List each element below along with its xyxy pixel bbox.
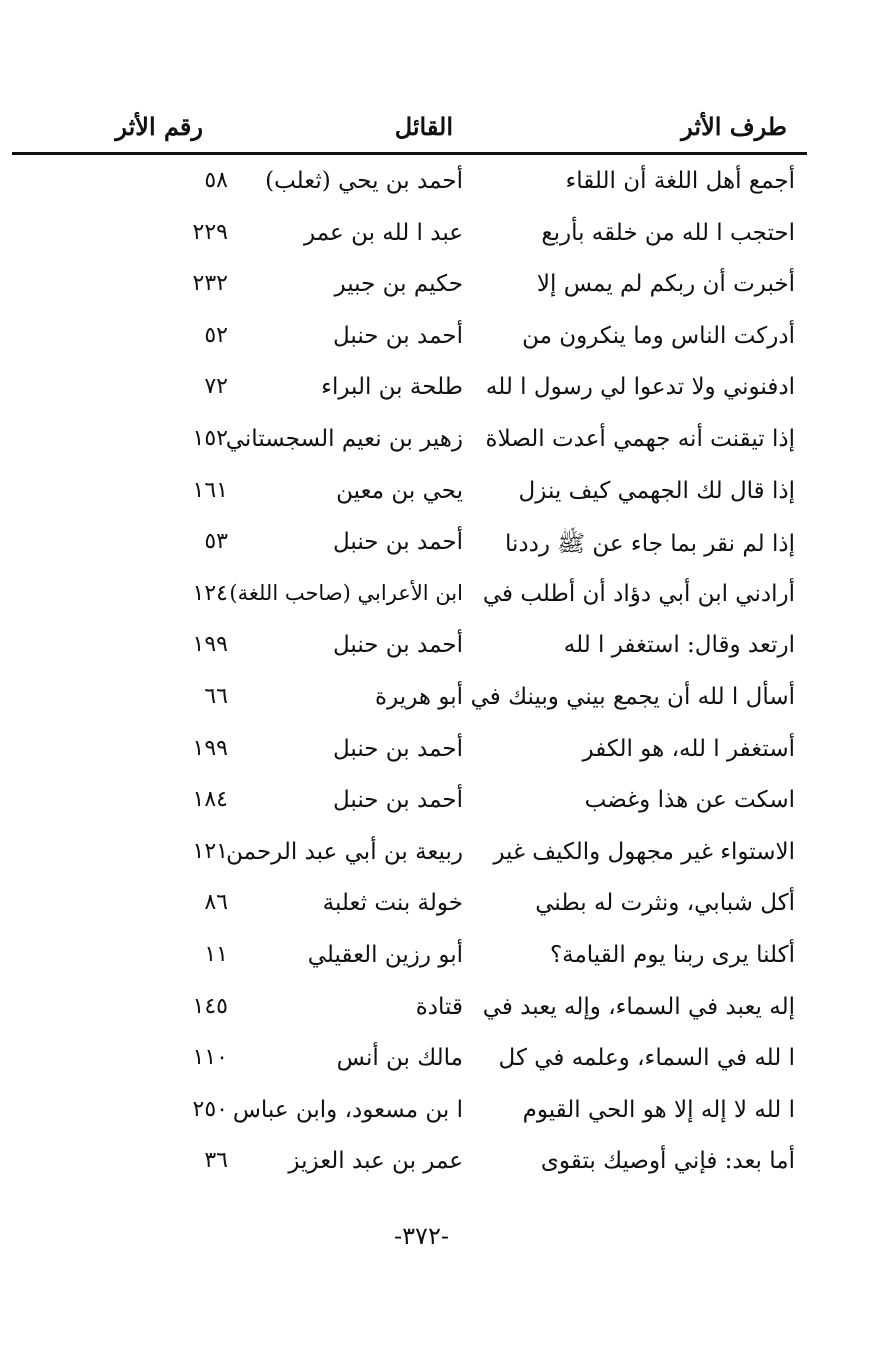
row-speaker: عبد ا لله بن عمر (304, 219, 463, 246)
header-speaker: القائل (394, 112, 453, 141)
row-phrase: اسكت عن هذا وغضب (584, 787, 795, 814)
row-number: ١٦١ (192, 477, 228, 503)
table-body (0, 160, 873, 1192)
row-speaker: ربيعة بن أبي عبد الرحمن (226, 838, 463, 865)
table-row (0, 1037, 873, 1089)
table-row (0, 212, 873, 264)
table-row (0, 624, 873, 676)
table-row (0, 779, 873, 831)
row-speaker: أبو هريرة (375, 683, 463, 710)
table-row (0, 263, 873, 315)
row-speaker: أحمد بن حنبل (332, 787, 463, 814)
row-phrase: إذا تيقنت أنه جهمي أعدت الصلاة (485, 425, 795, 452)
table-row (0, 882, 873, 934)
row-number: ٧٢ (204, 374, 228, 400)
table-row (0, 934, 873, 986)
header-rule (12, 152, 807, 155)
table-row (0, 470, 873, 522)
row-speaker: أحمد بن حنبل (332, 322, 463, 349)
row-phrase: إله يعبد في السماء، وإله يعبد في (482, 993, 795, 1020)
row-number: ٢٣٢ (192, 271, 228, 297)
row-number: ١٢١ (192, 838, 228, 864)
row-speaker: عمر بن عبد العزيز (288, 1148, 463, 1175)
table-row (0, 728, 873, 780)
row-speaker: قتادة (415, 993, 463, 1020)
table-row (0, 366, 873, 418)
row-phrase: إذا لم نقر بما جاء عن ﷺ رددنا (504, 531, 795, 558)
row-speaker: ابن الأعرابي (صاحب اللغة) (229, 580, 463, 605)
row-speaker: طلحة بن البراء (321, 374, 463, 401)
row-phrase: أدركت الناس وما ينكرون من (522, 322, 795, 349)
row-speaker: أبو رزين العقيلي (307, 941, 463, 968)
row-phrase: احتجب ا لله من خلقه بأربع (541, 219, 795, 246)
row-speaker: ا بن مسعود، وابن عباس (232, 1096, 463, 1123)
row-number: ٨٦ (204, 890, 228, 916)
row-number: ١٩٩ (192, 735, 228, 761)
row-phrase: إذا قال لك الجهمي كيف ينزل (518, 477, 795, 504)
row-number: ٥٣ (204, 529, 228, 555)
row-speaker: أحمد بن حنبل (332, 735, 463, 762)
table-row (0, 418, 873, 470)
row-speaker: زهير بن نعيم السجستاني (225, 425, 463, 452)
row-phrase: أما بعد: فإني أوصيك بتقوى (540, 1148, 795, 1175)
row-phrase: أستغفر ا لله، هو الكفر (582, 735, 795, 762)
row-number: ١٢٤ (192, 580, 228, 606)
row-phrase: ا لله لا إله إلا هو الحي القيوم (522, 1096, 795, 1123)
table-row (0, 986, 873, 1038)
header-number: رقم الأثر (115, 112, 203, 141)
table-row (0, 676, 873, 728)
row-phrase: أكل شبابي، ونثرت له بطني (535, 890, 795, 917)
table-row (0, 831, 873, 883)
table-row (0, 315, 873, 367)
row-phrase: أخبرت أن ربكم لم يمس إلا (536, 271, 795, 298)
row-number: ٢٥٠ (192, 1096, 228, 1122)
row-phrase: أسأل ا لله أن يجمع بيني وبينك في (470, 683, 795, 710)
row-phrase: ارتعد وقال: استغفر ا لله (563, 632, 795, 659)
row-number: ١٥٢ (192, 425, 228, 451)
table-row (0, 521, 873, 573)
row-phrase: الاستواء غير مجهول والكيف غير (493, 838, 795, 865)
row-phrase: أجمع أهل اللغة أن اللقاء (565, 168, 795, 194)
page-number-text: -٣٧٢- (394, 1222, 449, 1250)
row-number: ٢٢٩ (192, 219, 228, 245)
row-speaker: حكيم بن جبير (334, 271, 463, 298)
row-speaker: أحمد بن حنبل (332, 529, 463, 556)
page-number (0, 1222, 873, 1250)
row-number: ١٨٤ (192, 787, 228, 813)
table-row (0, 1140, 873, 1192)
row-speaker: خولة بنت ثعلبة (322, 890, 463, 917)
row-number: ١٩٩ (192, 632, 228, 658)
header-phrase: طرف الأثر (681, 112, 787, 141)
row-speaker: أحمد بن يحي (ثعلب) (265, 168, 463, 194)
table-row (0, 573, 873, 625)
row-number: ١١٠ (192, 1045, 228, 1071)
row-number: ٣٦ (204, 1148, 228, 1174)
table-row (0, 160, 873, 212)
row-phrase: ا لله في السماء، وعلمه في كل (498, 1045, 795, 1072)
row-speaker: يحي بن معين (336, 477, 463, 504)
row-speaker: أحمد بن حنبل (332, 632, 463, 659)
row-number: ٦٦ (204, 683, 228, 709)
row-number: ٥٢ (204, 322, 228, 348)
row-speaker: مالك بن أنس (336, 1045, 463, 1072)
row-phrase: ادفنوني ولا تدعوا لي رسول ا لله (485, 374, 795, 401)
row-number: ١١ (204, 941, 228, 967)
table-row (0, 1089, 873, 1141)
row-phrase: أكلنا يرى ربنا يوم القيامة؟ (549, 941, 795, 968)
row-number: ١٤٥ (192, 993, 228, 1019)
row-number: ٥٨ (204, 168, 228, 193)
table-header (0, 112, 873, 152)
row-phrase: أرادني ابن أبي دؤاد أن أطلب في (482, 580, 795, 607)
